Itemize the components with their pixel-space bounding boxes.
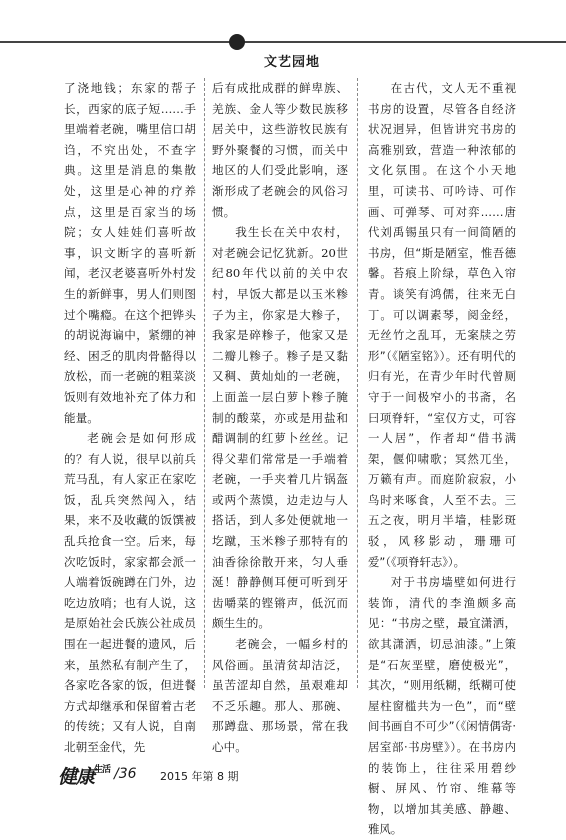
page-number: /36 (114, 766, 137, 782)
paragraph: 后有成批成群的鲜卑族、羌族、金人等少数民族移居关中，这些游牧民族有野外聚餐的习惯，而关中地区的人们受此影响，逐渐形成了老碗会的风俗习惯。 (212, 81, 348, 219)
column-middle (212, 78, 348, 754)
paragraph: 老碗会是如何形成的？有人说，很早以前兵荒马乱，有人家正在家吃饭，乱兵突然闯入，结果，来不及收藏的饭馔被乱兵抢食一空。后来，每次吃饭时，家家都会派一人端着饭碗蹲在门外，边吃边放哨；也有人说，这是原始社会氏族公社成员围在一起进餐的遗风，后来，虽然私有制产生了，各家吃各家的饭，但进餐方式却继承和保留着古老的传统；又有人说，自南北朝至金代，先 (64, 431, 196, 754)
paragraph: 了浇地钱；东家的帮子长，西家的底子短……手里端着老碗，嘴里信口胡诌，不究出处，不查字典。这里是消息的集散处，这里是心神的疗养点，这里是百家当的场院；女人娃娃们喜听故事，识文断字的喜听新闻，老汉老婆喜听外村发生的新鲜事，男人们则图过个嘴瘾。在这个把铧头的胡说海谝中，紧绷的神经、困乏的肌肉骨骼得以放松，而一老碗的粗菜淡饭则有效地补充了体力和能量。 (64, 81, 196, 425)
column-divider (357, 78, 358, 688)
logo-text: 健康 (58, 766, 95, 788)
logo-subtext: 生活 (94, 765, 111, 775)
issue-label: 2015 年第 8 期 (160, 770, 239, 783)
column-right (368, 78, 516, 837)
magazine-logo (58, 762, 110, 789)
column-divider (204, 78, 205, 688)
paragraph: 老碗会，一幅乡村的风俗画。虽清贫却洁泛，虽苦涩却自然，虽艰难却不乏乐趣。那人、那碗、那蹲盘、那场景，常在我心中。 (212, 637, 348, 754)
paragraph: 我生长在关中农村，对老碗会记忆犹新。20世纪80年代以前的关中农村，早饭大都是以玉米糁子为主，你家是大糁子，我家是碎糁子，他家又是二瓣儿糁子。糁子是又黏又稠、黄灿灿的一老碗，上面盖一层白萝卜糁子腌制的酸菜，亦或是用盐和醋调制的红萝卜丝丝。记得父辈们常常是一手端着老碗，一手夹着几片锅盔或两个蒸馍，边走边与人搭话，到人多处便就地一圪蹴，玉米糁子那特有的油香徐徐散开来，匀人垂涎！静静侧耳便可听到牙齿嚼菜的铿锵声，低沉而颇生生的。 (212, 225, 348, 631)
column-left (64, 78, 196, 754)
header-dot-icon (229, 34, 245, 50)
section-title: 文艺园地 (260, 51, 324, 70)
paragraph: 在古代，文人无不重视书房的设置，尽管各自经济状况迥异，但皆讲究书房的高雅别致，营造一种浓郁的文化氛围。在这个小天地里，可读书、可吟诗、可作画、可弹琴、可对弈……唐代刘禹锡虽只有一间简陋的书房，但“斯是陋室，惟吾德馨。苔痕上阶绿，草色入帘青。谈笑有鸿儒，往来无白丁。可以调素琴，阅金经，无丝竹之乱耳，无案牍之劳形”（《陋室铭》）。还有明代的归有光，在青少年时代曾厕守于一间极窄小的书斋，名曰项脊轩，“室仅方丈，可容一人居”，作者却“借书满架，偃仰啸歌；冥然兀坐，万籁有声。而庭阶寂寂，小鸟时来啄食，人至不去。三五之夜，明月半墙，桂影斑驳，风移影动，珊珊可爱”（《项脊轩志》）。 (368, 81, 516, 569)
paragraph: 对于书房墙壁如何进行装饰，清代的李渔颇多高见：“书房之壁，最宜潇洒，欲其潇洒，切忌油漆。”上策是“石灰垩壁，磨使极光”，其次，“则用纸糊，纸糊可使屋柱窗槛共为一色”，而“壁间书画自不可少”（《闲情偶寄·居室部·书房壁》）。在书房内的装饰上，往往采用碧纱橱、屏风、竹帘、维幕等物，以增加其美感、静趣、雅风。 (368, 575, 516, 837)
header-rule (0, 41, 566, 43)
